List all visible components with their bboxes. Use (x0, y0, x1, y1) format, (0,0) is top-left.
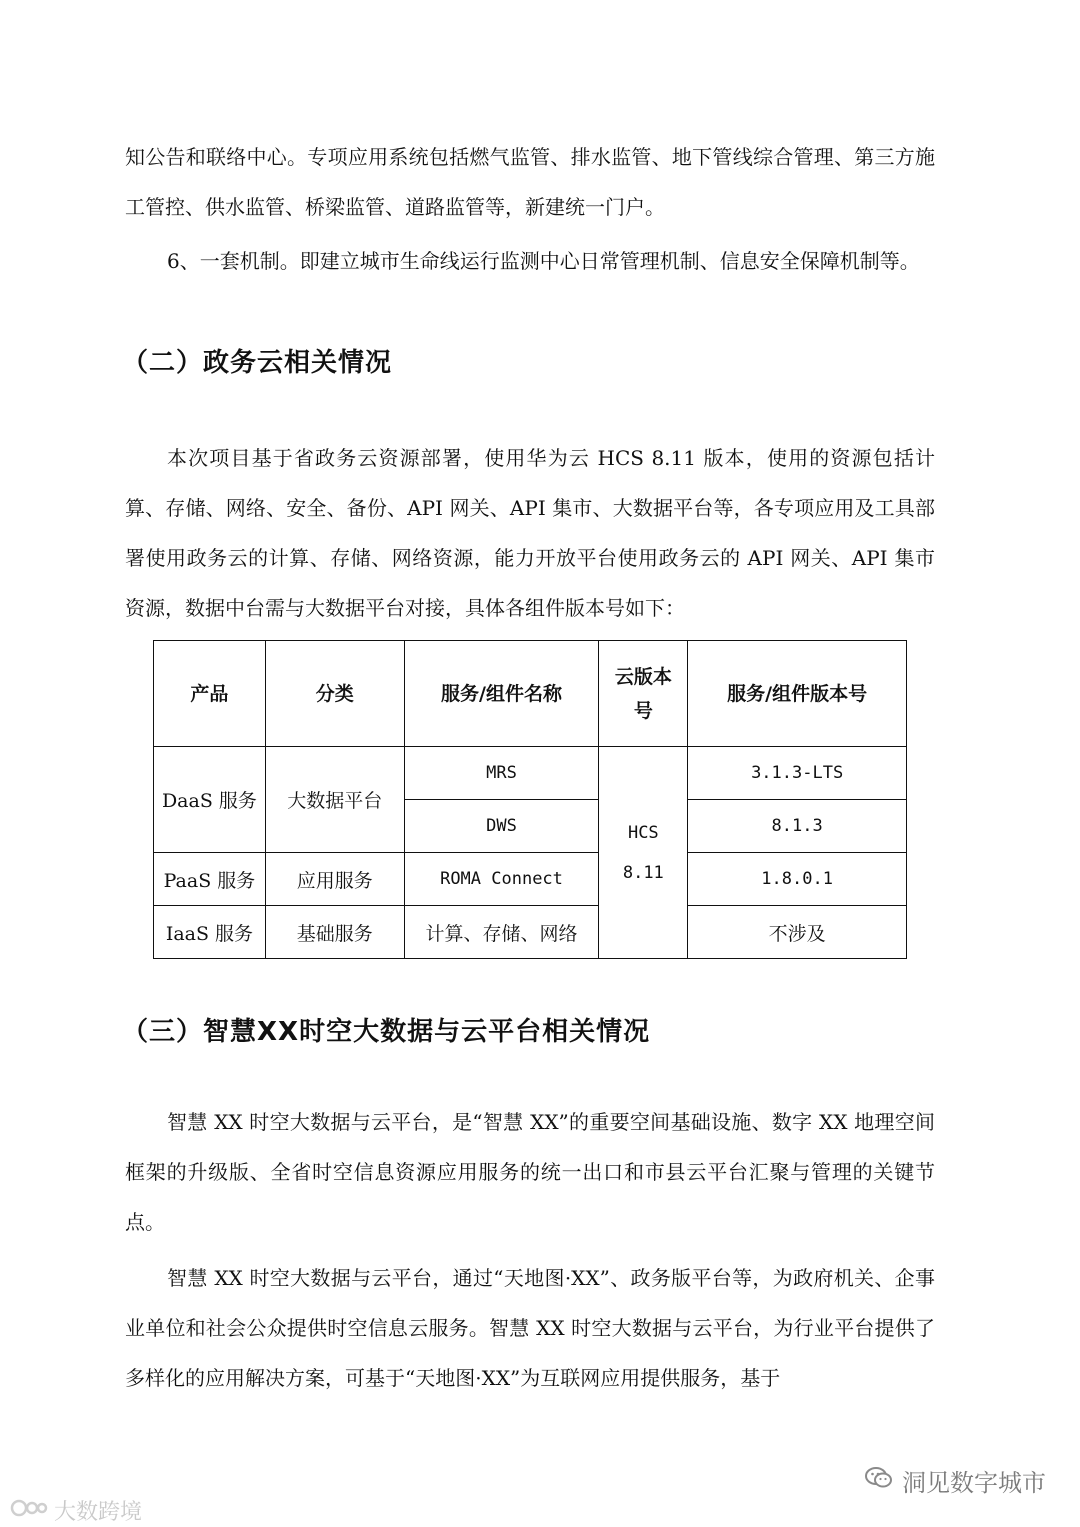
watermark-left (10, 1495, 142, 1526)
header-product: 产品 (154, 641, 266, 747)
header-category: 分类 (265, 641, 404, 747)
logo-icon (10, 1497, 48, 1525)
cell-dws-service: DWS (404, 800, 599, 853)
cloud-version-line2: 8.11 (622, 862, 664, 883)
cell-paas-category: 应用服务 (265, 853, 404, 906)
component-version-table (153, 640, 907, 959)
header-cloud-version-line2: 号 (633, 699, 653, 722)
paragraph-spatiotemporal-services: 智慧 XX 时空大数据与云平台，通过“天地图·XX”、政务版平台等，为政府机关、企事业单位和社会公众提供时空信息云服务。智慧 XX 时空大数据与云平台，为行业平台提供了多样化的应用解决方案，可基于“天地图·XX”为互联网应用提供服务，基于 (125, 1266, 935, 1390)
watermark-right (864, 1463, 1046, 1498)
watermark-left-text: 大数跨境 (54, 1500, 143, 1525)
wechat-icon (864, 1465, 894, 1497)
cell-mrs-service: MRS (404, 747, 599, 800)
cell-roma-service: ROMA Connect (404, 853, 599, 906)
cell-iaas-product: IaaS 服务 (154, 906, 266, 959)
paragraph-mechanism: 6、一套机制。即建立城市生命线运行监测中心日常管理机制、信息安全保障机制等。 (167, 249, 920, 273)
cell-iaas-service: 计算、存储、网络 (404, 906, 599, 959)
cell-mrs-version: 3.1.3-LTS (688, 747, 907, 800)
table-header-row (154, 641, 907, 747)
paragraph-spatiotemporal-intro: 智慧 XX 时空大数据与云平台，是“智慧 XX”的重要空间基础设施、数字 XX 地理空间框架的升级版、全省时空信息资源应用服务的统一出口和市县云平台汇聚与管理的关键节点。 (125, 1110, 935, 1234)
section-heading-spatiotemporal: （三）智慧XX时空大数据与云平台相关情况 (122, 1017, 651, 1047)
paragraph-gov-cloud: 本次项目基于省政务云资源部署，使用华为云 HCS 8.11 版本，使用的资源包括计算、存储、网络、安全、备份、API 网关、API 集市、大数据平台等，各专项应用及工具部署使用政务云的计算、存储、网络资源，能力开放平台使用政务云的 API 网关、API 集市资源，数据中台需与大数据平台对接，具体各组件版本号如下： (125, 446, 935, 620)
paragraph-apps: 知公告和联络中心。专项应用系统包括燃气监管、排水监管、地下管线综合管理、第三方施工管控、供水监管、桥梁监管、道路监管等，新建统一门户。 (125, 145, 935, 219)
table-row (154, 853, 907, 906)
watermark-right-text: 洞见数字城市 (902, 1469, 1046, 1497)
cell-dws-version: 8.1.3 (688, 800, 907, 853)
cell-daas-category: 大数据平台 (265, 747, 404, 853)
cell-iaas-category: 基础服务 (265, 906, 404, 959)
table-row (154, 747, 907, 800)
header-service: 服务/组件名称 (404, 641, 599, 747)
cell-iaas-version: 不涉及 (688, 906, 907, 959)
cell-cloud-version (599, 747, 688, 959)
table-row (154, 906, 907, 959)
cell-daas-product: DaaS 服务 (154, 747, 266, 853)
cloud-version-line1: HCS (627, 822, 659, 843)
header-cloud-version (599, 641, 688, 747)
header-cloud-version-line1: 云版本 (614, 665, 672, 688)
header-component-version: 服务/组件版本号 (688, 641, 907, 747)
cell-paas-product: PaaS 服务 (154, 853, 266, 906)
section-heading-gov-cloud: （二）政务云相关情况 (122, 348, 393, 378)
cell-roma-version: 1.8.0.1 (688, 853, 907, 906)
